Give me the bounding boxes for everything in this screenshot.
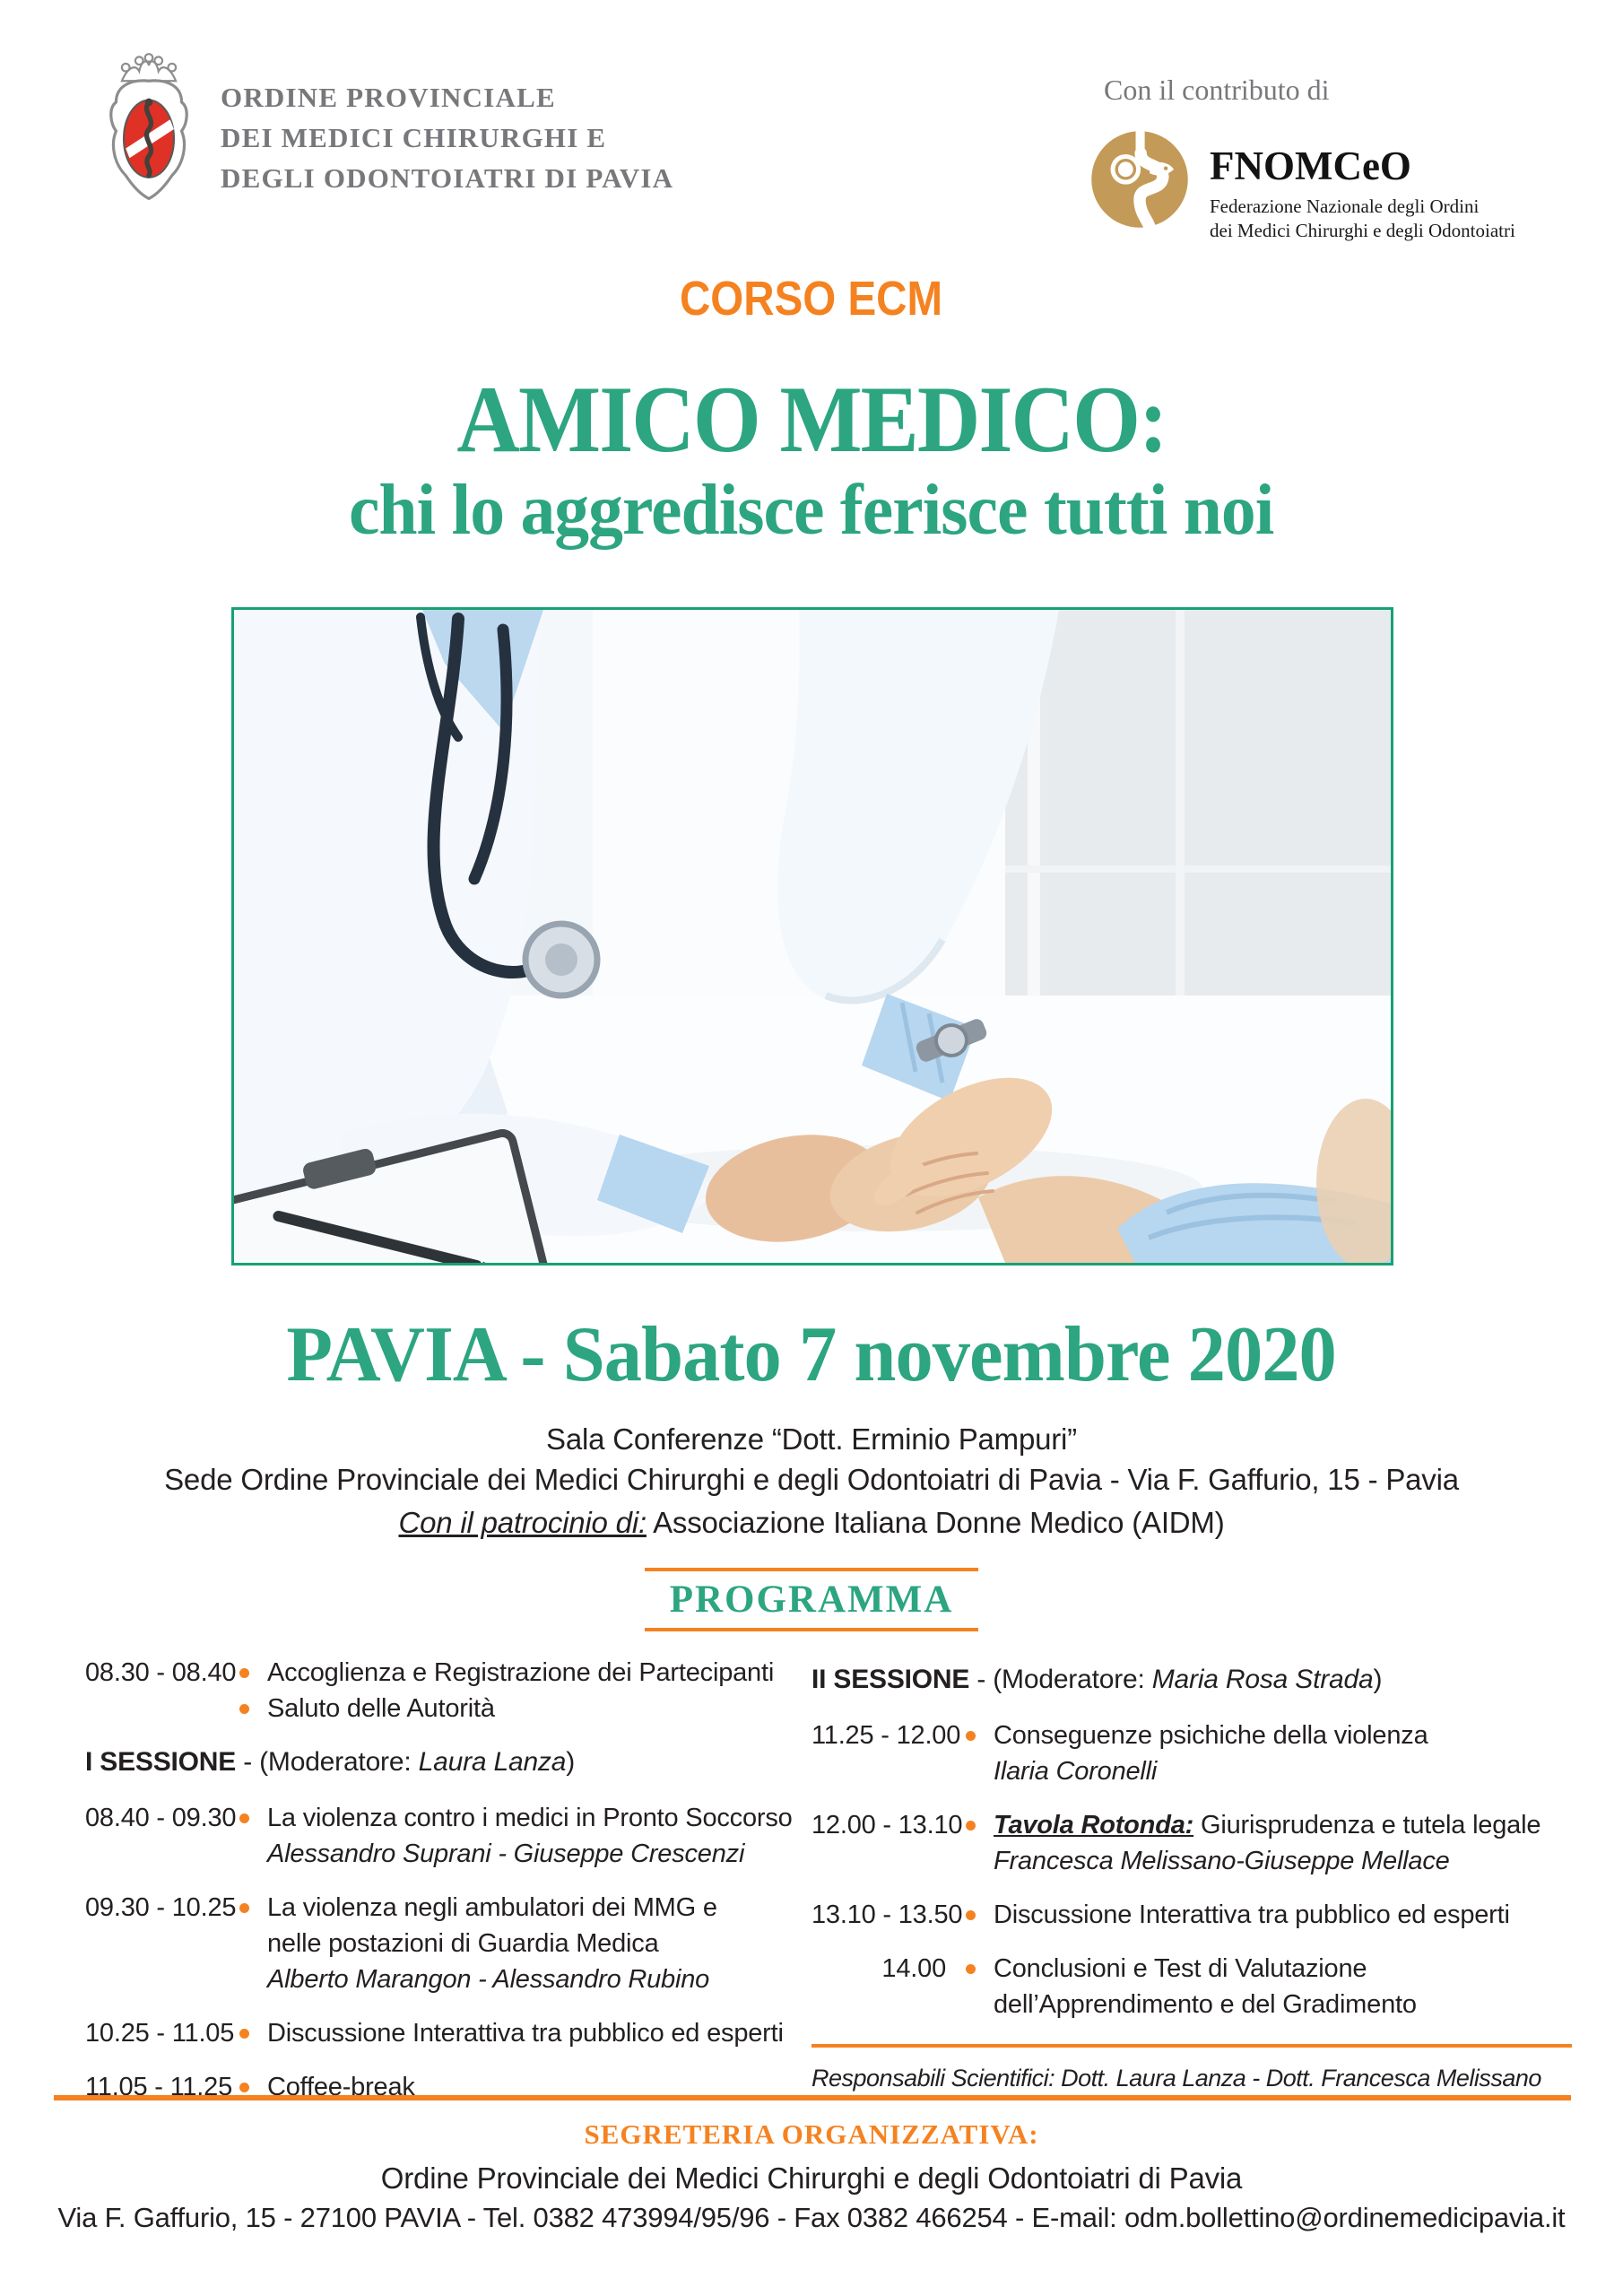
ordine-pavia-crest-icon bbox=[100, 52, 197, 206]
program-entry bbox=[812, 1718, 1572, 1789]
fnomceo-subtitle: Federazione Nazionale degli Ordini dei Medici Chirurghi e degli Odontoiatri bbox=[1210, 196, 1515, 241]
fnomceo-logo-icon bbox=[1089, 126, 1190, 232]
entry-line-text: Giurisprudenza e tutela legale bbox=[1193, 1811, 1541, 1839]
entry-time: 08.30 - 08.40 bbox=[85, 1658, 237, 1687]
org-line-1: ORDINE PROVINCIALE bbox=[221, 82, 556, 113]
entry-line: Discussione Interattiva tra pubblico ed esperti bbox=[267, 2019, 784, 2048]
entry-body bbox=[946, 1807, 1572, 1879]
bullet-icon bbox=[966, 1821, 976, 1831]
patronage-line bbox=[0, 1502, 1623, 1543]
bullet-icon bbox=[239, 2029, 249, 2039]
venue-line-1: Sala Conferenze “Dott. Erminio Pampuri” bbox=[546, 1422, 1077, 1456]
session-label: II SESSIONE bbox=[812, 1665, 970, 1694]
entry-lines bbox=[267, 2015, 784, 2051]
page-title bbox=[0, 367, 1623, 550]
program-entry bbox=[812, 1807, 1572, 1879]
bullet-icon bbox=[966, 1731, 976, 1741]
entry-body bbox=[220, 1800, 807, 1872]
photo-illustration bbox=[234, 610, 1391, 1263]
entry-time: 12.00 - 13.10 bbox=[812, 1811, 963, 1839]
responsabili-line: Responsabili Scientifici: Dott. Laura Lanza - Dott. Francesca Melissano bbox=[812, 2065, 1541, 2092]
entry-time: 11.05 - 11.25 bbox=[85, 2073, 233, 2101]
footer-heading: SEGRETERIA ORGANIZZATIVA: bbox=[584, 2118, 1039, 2150]
entry-body bbox=[946, 1951, 1572, 2022]
entry-line: La violenza negli ambulatori dei MMG e bbox=[267, 1893, 717, 1922]
bullet-icon bbox=[966, 1910, 976, 1920]
responsabili-divider bbox=[812, 2044, 1572, 2048]
bullet-icon bbox=[966, 1964, 976, 1974]
entry-time: 08.40 - 09.30 bbox=[85, 1804, 237, 1832]
entry-lines bbox=[267, 1890, 717, 1997]
doctor-patient-photo bbox=[231, 607, 1393, 1265]
entry-lines bbox=[267, 1800, 793, 1872]
footer-line-1: Ordine Provinciale dei Medici Chirurghi e degli Odontoiatri di Pavia bbox=[380, 2161, 1243, 2195]
entry-line: Accoglienza e Registrazione dei Partecipanti bbox=[267, 1658, 775, 1687]
bullet-icon bbox=[239, 2083, 249, 2092]
session-moderator-name: Laura Lanza bbox=[418, 1747, 567, 1777]
organization-name bbox=[221, 77, 673, 198]
session-close: ) bbox=[1373, 1665, 1383, 1694]
session-header bbox=[85, 1744, 807, 1780]
entry-line: Conseguenze psichiche della violenza bbox=[994, 1721, 1428, 1750]
entry-body bbox=[220, 1890, 807, 1997]
entry-line bbox=[994, 1807, 1541, 1843]
program-heading: PROGRAMMA bbox=[645, 1568, 979, 1631]
entry-time: 13.10 - 13.50 bbox=[812, 1900, 963, 1929]
entry-line: nelle postazioni di Guardia Medica bbox=[267, 1929, 659, 1958]
session-label: I SESSIONE bbox=[85, 1747, 237, 1777]
venue-block bbox=[0, 1419, 1623, 1543]
entry-bullet-item bbox=[220, 2015, 807, 2051]
bullet-icon bbox=[239, 1903, 249, 1913]
org-line-3: DEGLI ODONTOIATRI DI PAVIA bbox=[221, 162, 674, 194]
entry-lines bbox=[994, 1951, 1417, 2022]
header-left bbox=[100, 52, 673, 206]
entry-bullet-item bbox=[220, 1691, 807, 1726]
patronage-label: Con il patrocinio di: bbox=[398, 1506, 647, 1539]
entry-body bbox=[220, 1655, 807, 1726]
title-line-2: chi lo aggredisce ferisce tutti noi bbox=[349, 471, 1274, 550]
footer bbox=[0, 2118, 1623, 2234]
entry-line: Francesca Melissano-Giuseppe Mellace bbox=[994, 1847, 1450, 1875]
program-heading-wrap bbox=[0, 1568, 1623, 1631]
entry-lines bbox=[994, 1807, 1541, 1879]
bullet-icon bbox=[239, 1704, 249, 1714]
program-column-left bbox=[85, 1655, 807, 2123]
entry-bullet-item bbox=[220, 1800, 807, 1872]
entry-line: Ilaria Coronelli bbox=[994, 1757, 1158, 1786]
entry-line: Alberto Marangon - Alessandro Rubino bbox=[267, 1965, 710, 1994]
course-label: CORSO ECM bbox=[680, 272, 943, 326]
event-date-title: PAVIA - Sabato 7 novembre 2020 bbox=[286, 1311, 1337, 1398]
entry-line: Saluto delle Autorità bbox=[267, 1694, 495, 1723]
entry-time: 11.25 - 12.00 bbox=[812, 1721, 961, 1750]
org-line-2: DEI MEDICI CHIRURGHI E bbox=[221, 122, 607, 153]
program-column-right bbox=[812, 1655, 1572, 2096]
entry-lines bbox=[994, 1718, 1428, 1789]
entry-time: 10.25 - 11.05 bbox=[85, 2019, 235, 2048]
footer-line-2: Via F. Gaffurio, 15 - 27100 PAVIA - Tel. 0382 473994/95/96 - Fax 0382 466254 - E-mail: odm.bollettino@ordinemedicipavia.it bbox=[57, 2202, 1566, 2233]
session-header bbox=[812, 1662, 1572, 1698]
entry-bullet-item bbox=[946, 1807, 1572, 1879]
patronage-text: Associazione Italiana Donne Medico (AIDM) bbox=[646, 1506, 1225, 1539]
entry-lines bbox=[267, 1655, 774, 1691]
entry-line: Coffee-break bbox=[267, 2073, 415, 2101]
entry-line: Discussione Interattiva tra pubblico ed esperti bbox=[994, 1900, 1510, 1929]
entry-body bbox=[220, 2015, 807, 2051]
bullet-icon bbox=[239, 1813, 249, 1823]
session-moderator-name: Maria Rosa Strada bbox=[1151, 1665, 1374, 1694]
bullet-icon bbox=[239, 1668, 249, 1678]
footer-divider bbox=[54, 2095, 1571, 2100]
entry-line-emphasis: Tavola Rotonda: bbox=[994, 1811, 1194, 1839]
session-moderator-prefix: - (Moderatore: bbox=[969, 1665, 1152, 1694]
entry-lines bbox=[267, 1691, 495, 1726]
venue-line-2: Sede Ordine Provinciale dei Medici Chirurghi e degli Odontoiatri di Pavia - Via F. Gaffurio, 15 - Pavia bbox=[164, 1463, 1459, 1496]
entry-time: 09.30 - 10.25 bbox=[85, 1893, 237, 1922]
entry-line: dell’Apprendimento e del Gradimento bbox=[994, 1990, 1417, 2019]
header-right bbox=[1089, 74, 1601, 243]
program-entry bbox=[85, 1655, 807, 1726]
program-entry bbox=[85, 1800, 807, 1872]
program-entry bbox=[85, 2015, 807, 2051]
contribution-label: Con il contributo di bbox=[1104, 74, 1330, 106]
entry-bullet-item bbox=[946, 1897, 1572, 1933]
entry-line: Conclusioni e Test di Valutazione bbox=[994, 1954, 1367, 1983]
entry-bullet-item bbox=[220, 1655, 807, 1691]
fnomceo-name: FNOMCeO bbox=[1210, 144, 1411, 188]
entry-body bbox=[946, 1897, 1572, 1933]
entry-time: 14.00 bbox=[881, 1954, 946, 1983]
title-line-1: AMICO MEDICO: bbox=[456, 367, 1167, 472]
program-entry bbox=[812, 1897, 1572, 1933]
entry-bullet-item bbox=[220, 1890, 807, 1997]
entry-line: La violenza contro i medici in Pronto Soccorso bbox=[267, 1804, 793, 1832]
entry-body bbox=[946, 1718, 1572, 1789]
session-close: ) bbox=[566, 1747, 576, 1777]
program-entry bbox=[812, 1951, 1572, 2022]
entry-bullet-item bbox=[946, 1718, 1572, 1789]
session-moderator-prefix: - (Moderatore: bbox=[236, 1747, 419, 1777]
entry-line: Alessandro Suprani - Giuseppe Crescenzi bbox=[267, 1839, 745, 1868]
entry-lines bbox=[994, 1897, 1510, 1933]
entry-bullet-item bbox=[946, 1951, 1572, 2022]
program-entry bbox=[85, 1890, 807, 1997]
